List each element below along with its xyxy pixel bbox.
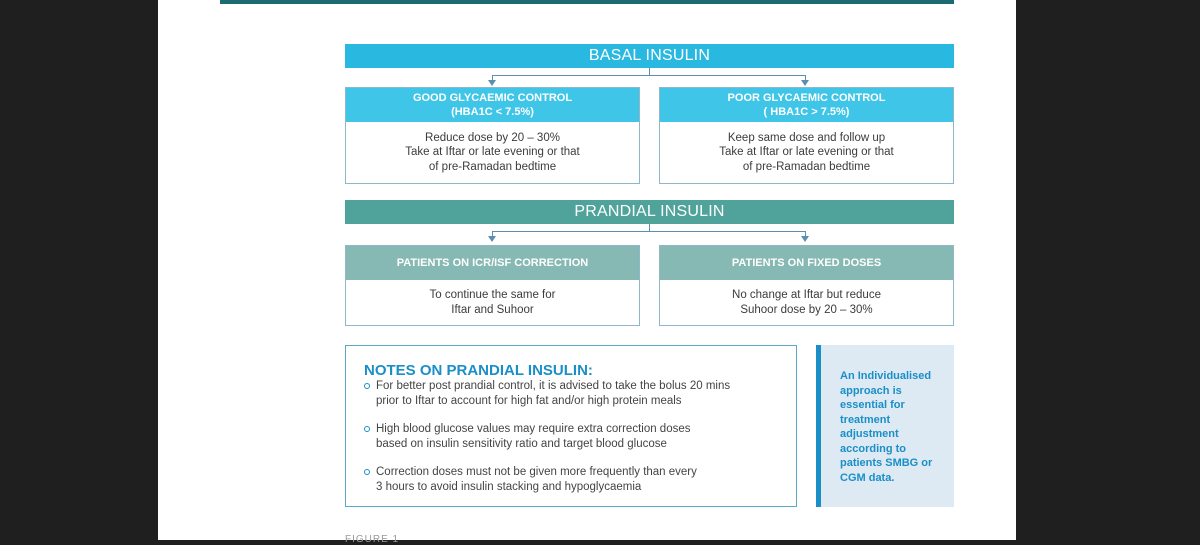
prandial-connector-bar [492, 231, 806, 232]
good-control-criterion: (HBA1C < 7.5%) [451, 106, 534, 118]
bullet-circle-icon [364, 469, 370, 475]
icr-isf-line: Iftar and Suhoor [451, 303, 534, 316]
icr-isf-header [346, 246, 639, 280]
fixed-doses-heading: PATIENTS ON FIXED DOSES [731, 257, 882, 269]
arrow-down-icon [801, 236, 809, 242]
top-rule [220, 0, 954, 4]
individualised-callout [816, 345, 954, 507]
note-line: based on insulin sensitivity ratio and target blood glucose [376, 438, 667, 450]
prandial-insulin-title: PRANDIAL INSULIN [574, 203, 725, 220]
note-item [364, 422, 784, 452]
poor-control-box [659, 87, 954, 184]
basal-connector-bar [492, 75, 806, 76]
poor-control-heading: POOR GLYCAEMIC CONTROL [727, 92, 886, 104]
note-line: Correction doses must not be given more frequently than every [376, 466, 697, 478]
poor-control-header [660, 88, 953, 122]
icr-isf-body [346, 280, 639, 325]
arrow-down-icon [488, 236, 496, 242]
figure-label: FIGURE 1 [345, 534, 400, 545]
bullet-circle-icon [364, 426, 370, 432]
bullet-circle-icon [364, 383, 370, 389]
note-line: High blood glucose values may require extra correction doses [376, 423, 691, 435]
prandial-insulin-banner [345, 200, 954, 224]
fixed-doses-line: Suhoor dose by 20 – 30% [740, 303, 873, 316]
note-line: For better post prandial control, it is advised to take the bolus 20 mins [376, 380, 731, 392]
basal-insulin-title: BASAL INSULIN [588, 47, 711, 64]
note-item [364, 465, 784, 495]
good-control-box [345, 87, 640, 184]
note-line: prior to Iftar to account for high fat and/or high protein meals [376, 395, 682, 407]
good-control-line: Reduce dose by 20 – 30% [425, 131, 560, 144]
poor-control-criterion: ( HBA1C > 7.5%) [763, 106, 850, 118]
fixed-doses-body [660, 280, 953, 325]
poor-control-line: Take at Iftar or late evening or that [719, 146, 894, 159]
icr-isf-box [345, 245, 640, 326]
notes-title: NOTES ON PRANDIAL INSULIN: [364, 362, 593, 379]
fixed-doses-header [660, 246, 953, 280]
arrow-down-icon [488, 80, 496, 86]
basal-insulin-banner [345, 44, 954, 68]
callout-text: An Individualised approach is essential for treatment adjustment according to patients SMBG or CGM data. [840, 370, 933, 484]
poor-control-body [660, 122, 953, 183]
good-control-line: Take at Iftar or late evening or that [405, 146, 580, 159]
callout-accent-bar [816, 345, 821, 507]
good-control-header [346, 88, 639, 122]
icr-isf-line: To continue the same for [429, 289, 556, 301]
poor-control-line: Keep same dose and follow up [727, 131, 886, 144]
poor-control-line: of pre-Ramadan bedtime [742, 160, 871, 173]
fixed-doses-line: No change at Iftar but reduce [732, 289, 881, 301]
icr-isf-heading: PATIENTS ON ICR/ISF CORRECTION [396, 257, 589, 269]
good-control-heading: GOOD GLYCAEMIC CONTROL [412, 92, 573, 104]
document-page [158, 0, 1016, 545]
arrow-down-icon [801, 80, 809, 86]
good-control-body [346, 122, 639, 183]
note-line: 3 hours to avoid insulin stacking and hypoglycaemia [376, 481, 642, 493]
note-item [364, 379, 784, 409]
fixed-doses-box [659, 245, 954, 326]
prandial-notes-box [345, 345, 797, 507]
good-control-line: of pre-Ramadan bedtime [428, 160, 557, 173]
